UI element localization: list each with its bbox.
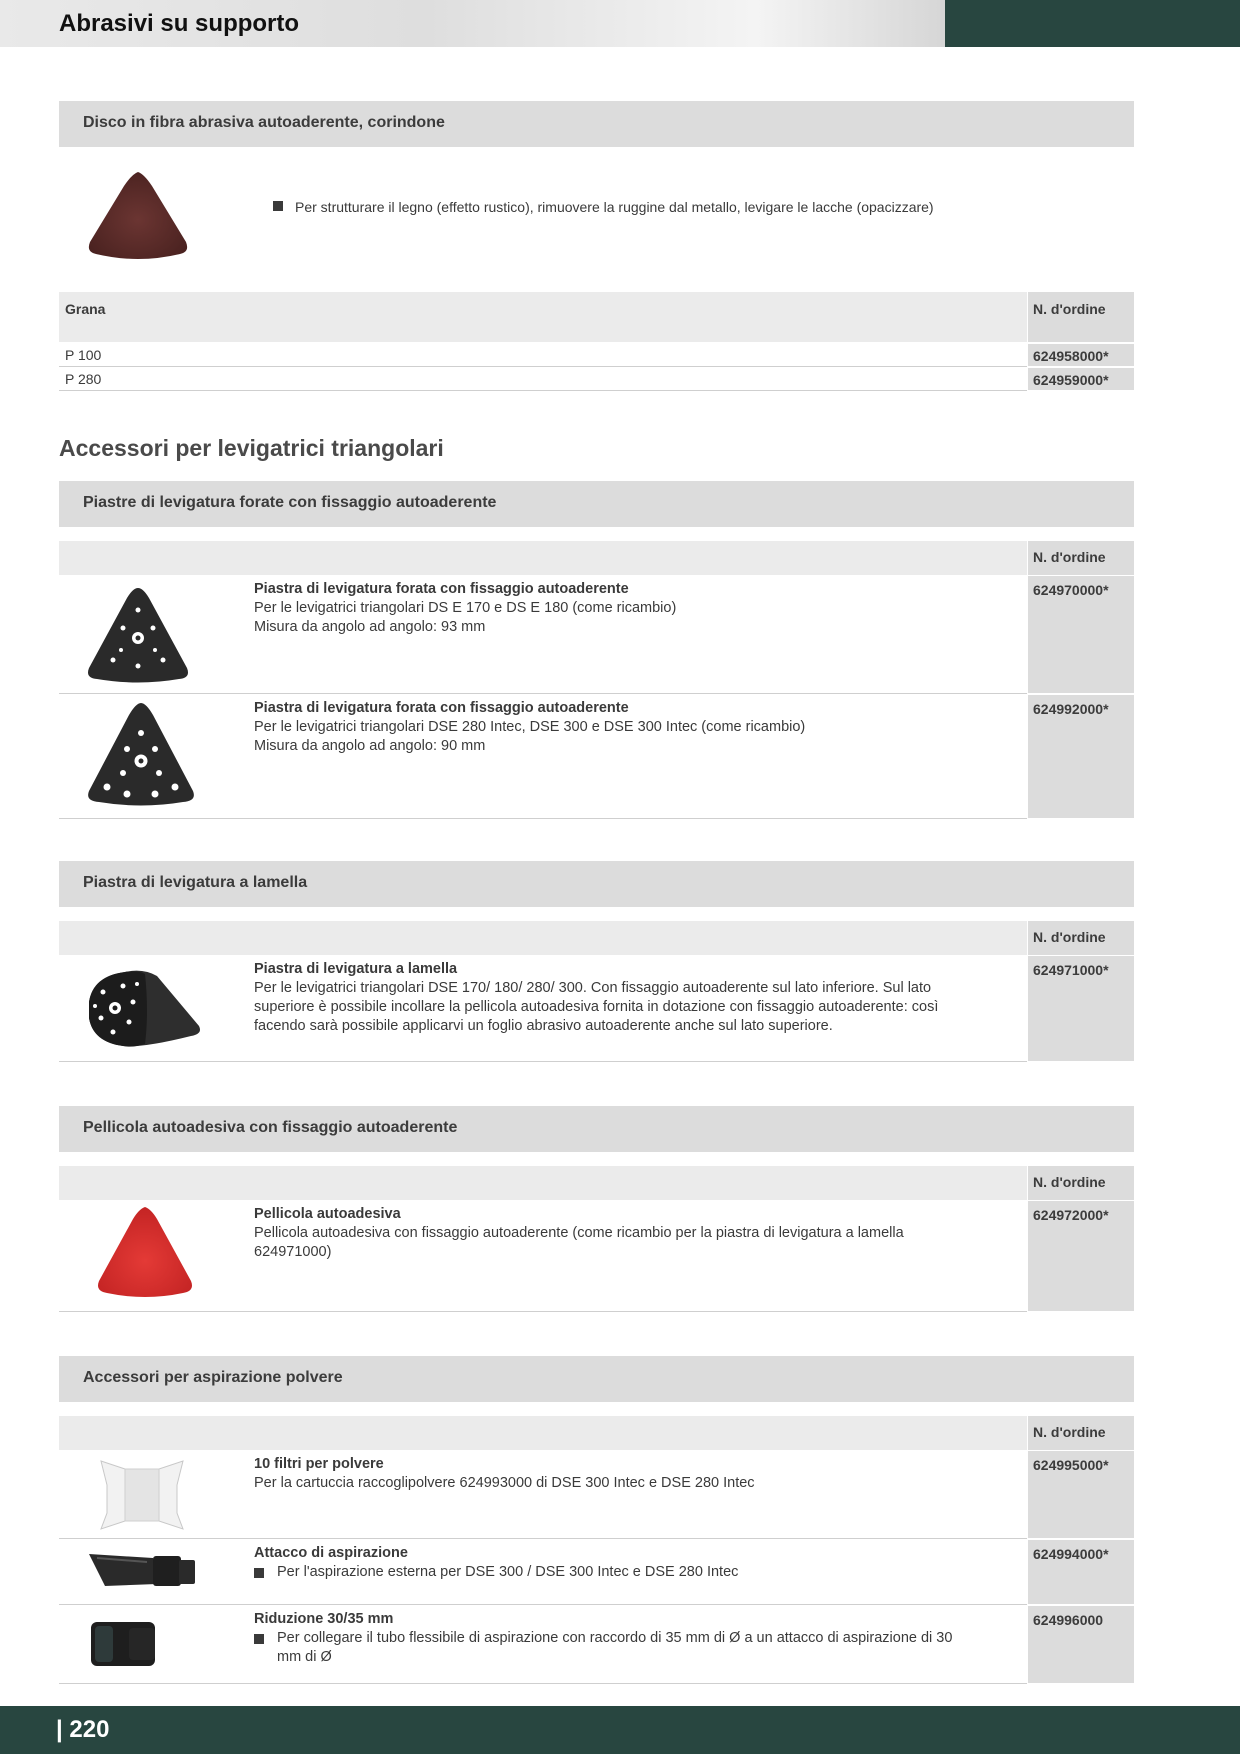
section-bar-label: Piastre di levigatura forate con fissaggio autoaderente bbox=[83, 494, 497, 511]
order-column-header: N. d'ordine bbox=[1033, 1424, 1106, 1440]
fiber-disc-image bbox=[82, 168, 194, 264]
section-bar-lamella-pad bbox=[59, 861, 1134, 907]
table-row bbox=[59, 368, 1027, 391]
product-row bbox=[59, 695, 1027, 819]
order-cell bbox=[1028, 956, 1134, 1061]
bullet-text: Per l'aspirazione esterna per DSE 300 / DSE 300 Intec e DSE 280 Intec bbox=[277, 1564, 739, 1580]
product-title: Pellicola autoadesiva bbox=[254, 1206, 401, 1222]
product-title: Attacco di aspirazione bbox=[254, 1545, 408, 1561]
perforated-pad-image bbox=[83, 580, 193, 686]
table-header bbox=[59, 1416, 1027, 1450]
order-number: 624972000* bbox=[1033, 1207, 1109, 1223]
suction-adapter-image bbox=[87, 1546, 199, 1592]
perforated-pad-image bbox=[83, 699, 199, 809]
dust-filter-image bbox=[97, 1455, 187, 1535]
product-desc: Pellicola autoadesiva con fissaggio autoaderente (come ricambio per la piastra di levigatura a lamella 624971000) bbox=[254, 1225, 904, 1260]
product-desc: Per la cartuccia raccoglipolvere 624993000 di DSE 300 Intec e DSE 280 Intec bbox=[254, 1475, 755, 1491]
product-bullet bbox=[254, 1629, 974, 1667]
page-title: Abrasivi su supporto bbox=[59, 10, 300, 37]
table-header bbox=[59, 1166, 1027, 1200]
order-number: 624995000* bbox=[1033, 1457, 1109, 1473]
product-description bbox=[254, 699, 974, 756]
bullet-icon bbox=[254, 1634, 264, 1644]
order-cell bbox=[1028, 1606, 1134, 1683]
product-row bbox=[59, 1606, 1027, 1684]
section-bar-adhesive-film bbox=[59, 1106, 1134, 1152]
grana-value: P 100 bbox=[65, 347, 102, 363]
product-title: 10 filtri per polvere bbox=[254, 1456, 384, 1472]
order-number: 624971000* bbox=[1033, 962, 1109, 978]
adhesive-film-image bbox=[95, 1205, 197, 1301]
order-cell bbox=[1028, 368, 1134, 391]
header-brand-block bbox=[945, 0, 1240, 47]
order-number: 624996000 bbox=[1033, 1612, 1104, 1628]
product-line: Misura da angolo ad angolo: 93 mm bbox=[254, 619, 486, 635]
order-column-header-cell bbox=[1028, 1416, 1134, 1450]
page-footer bbox=[0, 1706, 1240, 1754]
section-bar-dust-extraction bbox=[59, 1356, 1134, 1402]
order-column-header-cell bbox=[1028, 921, 1134, 955]
product-title: Riduzione 30/35 mm bbox=[254, 1611, 394, 1627]
product-description bbox=[254, 960, 974, 1036]
section-bar-label: Pellicola autoadesiva con fissaggio autoaderente bbox=[83, 1119, 458, 1136]
order-column-header-cell bbox=[1028, 541, 1134, 575]
section-bar-label: Piastra di levigatura a lamella bbox=[83, 874, 308, 891]
section-bar-fiber-disc bbox=[59, 101, 1134, 147]
order-column-header: N. d'ordine bbox=[1033, 929, 1106, 945]
table-header bbox=[59, 921, 1027, 955]
grana-value: P 280 bbox=[65, 371, 102, 387]
order-number: 624994000* bbox=[1033, 1546, 1109, 1562]
product-desc: Per le levigatrici triangolari DSE 170/ 180/ 280/ 300. Con fissaggio autoaderente sul lato inferiore. Sul lato superiore è possibile incollare la pellicola autoadesiva fornita in dotazione con fissaggio autoaderente: così facendo sarà possibile applicarvi un foglio abrasivo autoaderente anche sul lato superiore. bbox=[254, 980, 939, 1034]
order-column-header-cell bbox=[1028, 292, 1134, 342]
bullet-icon bbox=[273, 201, 283, 211]
order-column-header: N. d'ordine bbox=[1033, 1174, 1106, 1190]
product-description bbox=[254, 1205, 974, 1262]
product-row bbox=[59, 1451, 1027, 1539]
product-title: Piastra di levigatura a lamella bbox=[254, 961, 458, 977]
product-row bbox=[59, 956, 1027, 1062]
product-line: Per le levigatrici triangolari DS E 170 e DS E 180 (come ricambio) bbox=[254, 600, 677, 616]
section-bar-label: Accessori per aspirazione polvere bbox=[83, 1369, 343, 1386]
order-number: 624970000* bbox=[1033, 582, 1109, 598]
order-cell bbox=[1028, 576, 1134, 693]
table-row bbox=[59, 344, 1027, 367]
reducer-image bbox=[89, 1616, 169, 1672]
section-heading: Accessori per levigatrici triangolari bbox=[59, 435, 444, 461]
bullet-text: Per collegare il tubo flessibile di aspirazione con raccordo di 35 mm di Ø a un attacco di aspirazione di 30 mm di Ø bbox=[277, 1630, 953, 1665]
product-row bbox=[59, 576, 1027, 694]
product-row bbox=[59, 1540, 1027, 1605]
intro-bullet bbox=[273, 199, 934, 215]
order-cell bbox=[1028, 1540, 1134, 1604]
intro-text: Per strutturare il legno (effetto rustico), rimuovere la ruggine dal metallo, levigare le lacche (opacizzare) bbox=[295, 199, 934, 215]
lamella-pad-image bbox=[83, 962, 205, 1054]
order-column-header-cell bbox=[1028, 1166, 1134, 1200]
product-line: Misura da angolo ad angolo: 90 mm bbox=[254, 738, 486, 754]
grana-table-header bbox=[59, 292, 1027, 342]
page-number: | 220 bbox=[56, 1716, 110, 1743]
product-description bbox=[254, 1610, 974, 1667]
product-line: Per le levigatrici triangolari DSE 280 Intec, DSE 300 e DSE 300 Intec (come ricambio) bbox=[254, 719, 806, 735]
product-title: Piastra di levigatura forata con fissaggio autoaderente bbox=[254, 700, 629, 716]
order-cell bbox=[1028, 1451, 1134, 1538]
order-number: 624992000* bbox=[1033, 701, 1109, 717]
order-number: 624959000* bbox=[1033, 372, 1109, 388]
section-bar-label: Disco in fibra abrasiva autoaderente, corindone bbox=[83, 114, 445, 131]
order-cell bbox=[1028, 695, 1134, 818]
section-bar-perforated-pads bbox=[59, 481, 1134, 527]
product-description bbox=[254, 580, 974, 637]
product-row bbox=[59, 1201, 1027, 1312]
product-bullet bbox=[254, 1563, 974, 1582]
order-cell bbox=[1028, 1201, 1134, 1311]
table-header bbox=[59, 541, 1027, 575]
order-column-header: N. d'ordine bbox=[1033, 549, 1106, 565]
product-description bbox=[254, 1544, 974, 1582]
product-title: Piastra di levigatura forata con fissaggio autoaderente bbox=[254, 581, 629, 597]
product-description bbox=[254, 1455, 974, 1493]
bullet-icon bbox=[254, 1568, 264, 1578]
order-column-header: N. d'ordine bbox=[1033, 301, 1106, 317]
order-cell bbox=[1028, 344, 1134, 367]
grana-column-header: Grana bbox=[65, 301, 106, 317]
order-number: 624958000* bbox=[1033, 348, 1109, 364]
